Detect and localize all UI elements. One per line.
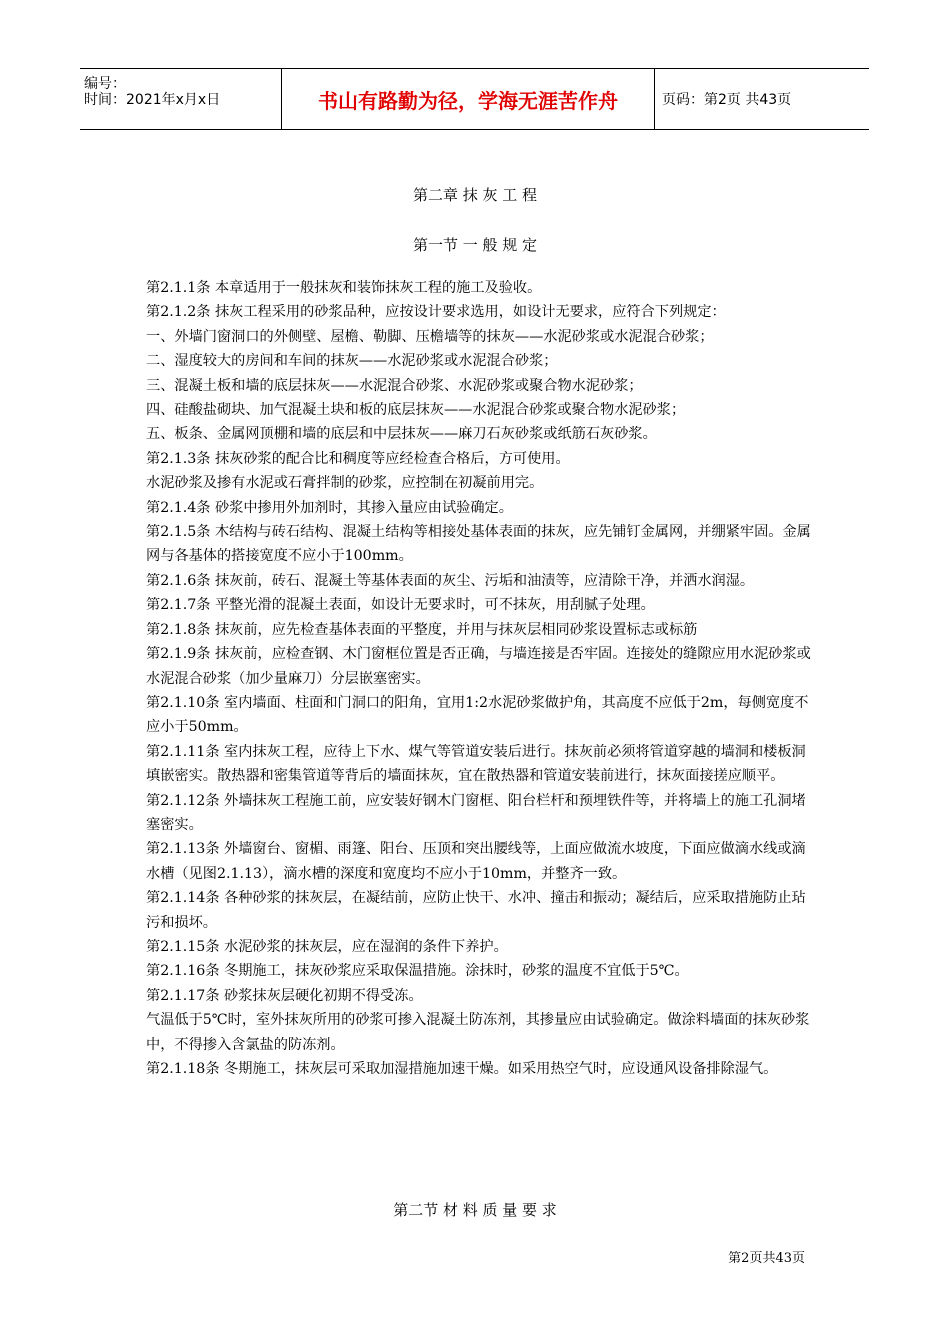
regulation-paragraph: 第2.1.12条 外墙抹灰工程施工前，应安装好钢木门窗框、阳台栏杆和预埋铁件等，并将墙上的施工孔洞堵塞密实。 — [146, 792, 806, 833]
regulation-paragraph: 第2.1.9条 抹灰前，应检查钢、木门窗框位置是否正确，与墙连接是否牢固。连接处的缝隙应用水泥砂浆或水泥混合砂浆（加少量麻刀）分层嵌塞密实。 — [146, 646, 811, 687]
regulation-paragraph: 水泥砂浆及掺有水泥或石膏拌制的砂浆，应控制在初凝前用完。 — [146, 475, 544, 492]
regulation-text — [146, 276, 812, 1081]
regulation-paragraph: 第2.1.17条 砂浆抹灰层硬化初期不得受冻。 — [146, 987, 423, 1004]
regulation-paragraph: 第2.1.4条 砂浆中掺用外加剂时，其掺入量应由试验确定。 — [146, 499, 513, 516]
regulation-paragraph: 第2.1.14条 各种砂浆的抹灰层，在凝结前，应防止快干、水冲、撞击和振动；凝结后，应采取措施防止玷污和损坏。 — [146, 890, 806, 931]
regulation-paragraph: 第2.1.3条 抹灰砂浆的配合比和稠度等应经检查合格后，方可使用。 — [146, 450, 570, 467]
header-page-info: 页码：第2页 共43页 — [662, 92, 792, 108]
document-time-label: 时间：2021年x月x日 — [84, 92, 221, 108]
section-title-general: 第一节 一 般 规 定 — [412, 236, 538, 254]
page-footer: 第2页共43页 — [728, 1251, 805, 1266]
regulation-paragraph: 第2.1.18条 冬期施工，抹灰层可采取加湿措施加速干燥。如采用热空气时，应设通风设备排除湿气。 — [146, 1061, 778, 1077]
regulation-paragraph: 第2.1.16条 冬期施工，抹灰砂浆应采取保温措施。涂抹时，砂浆的温度不宜低于5℃。 — [146, 963, 689, 980]
regulation-paragraph: 第2.1.15条 水泥砂浆的抹灰层，应在湿润的条件下养护。 — [146, 938, 508, 955]
regulation-paragraph: 第2.1.1条 本章适用于一般抹灰和装饰抹灰工程的施工及验收。 — [146, 280, 542, 296]
regulation-paragraph: 四、硅酸盐砌块、加气混凝土块和板的底层抹灰——水泥混合砂浆或聚合物水泥砂浆； — [146, 402, 686, 419]
page-header — [80, 68, 869, 130]
regulation-paragraph: 五、板条、金属网顶棚和墙的底层和中层抹灰——麻刀石灰砂浆或纸筋石灰砂浆。 — [146, 426, 657, 443]
chapter-title: 第二章 抹 灰 工 程 — [412, 186, 538, 204]
header-motto: 书山有路勤为径，学海无涯苦作舟 — [318, 88, 618, 113]
header-meta — [80, 69, 280, 129]
regulation-paragraph: 第2.1.6条 抹灰前，砖石、混凝土等基体表面的灰尘、污垢和油渍等，应清除干净，并洒水润湿。 — [146, 572, 755, 589]
regulation-paragraph: 第2.1.5条 木结构与砖石结构、混凝土结构等相接处基体表面的抹灰，应先铺钉金属网，并绷紧牢固。金属网与各基体的搭接宽度不应小于100mm。 — [146, 524, 811, 565]
regulation-paragraph: 一、外墙门窗洞口的外侧壁、屋檐、勒脚、压檐墙等的抹灰——水泥砂浆或水泥混合砂浆； — [146, 328, 714, 345]
regulation-paragraph: 第2.1.11条 室内抹灰工程，应待上下水、煤气等管道安装后进行。抹灰前必须将管道穿越的墙洞和楼板洞填嵌密实。散热器和密集管道等背后的墙面抹灰，宜在散热器和管道安装前进行，抹灰面接搓应顺平。 — [146, 743, 806, 785]
regulation-paragraph: 第2.1.8条 抹灰前，应先检查基体表面的平整度，并用与抹灰层相同砂浆设置标志或标筋 — [146, 621, 698, 638]
regulation-paragraph: 二、湿度较大的房间和车间的抹灰——水泥砂浆或水泥混合砂浆； — [146, 353, 558, 370]
section-title-materials: 第二节 材 料 质 量 要 求 — [393, 1201, 557, 1219]
regulation-paragraph: 三、混凝土板和墙的底层抹灰——水泥混合砂浆、水泥砂浆或聚合物水泥砂浆； — [146, 377, 643, 394]
regulation-paragraph: 第2.1.13条 外墙窗台、窗楣、雨篷、阳台、压顶和突出腰线等，上面应做流水坡度，下面应做滴水线或滴水槽（见图2.1.13），滴水槽的深度和宽度均不应小于10mm，并整齐一致。 — [146, 841, 806, 882]
header-motto-cell — [281, 69, 655, 129]
document-number-label: 编号： — [84, 76, 126, 92]
regulation-paragraph: 第2.1.7条 平整光滑的混凝土表面，如设计无要求时，可不抹灰，用刮腻子处理。 — [146, 597, 655, 614]
regulation-paragraph: 气温低于5℃时，室外抹灰所用的砂浆可掺入混凝土防冻剂，其掺量应由试验确定。做涂料墙面的抹灰砂浆中，不得掺入含氯盐的防冻剂。 — [146, 1012, 810, 1053]
regulation-paragraph: 第2.1.10条 室内墙面、柱面和门洞口的阳角，宜用1:2水泥砂浆做护角，其高度不应低于2m，每侧宽度不应小于50mm。 — [146, 694, 809, 736]
regulation-paragraph: 第2.1.2条 抹灰工程采用的砂浆品种，应按设计要求选用，如设计无要求，应符合下列规定： — [146, 304, 726, 321]
